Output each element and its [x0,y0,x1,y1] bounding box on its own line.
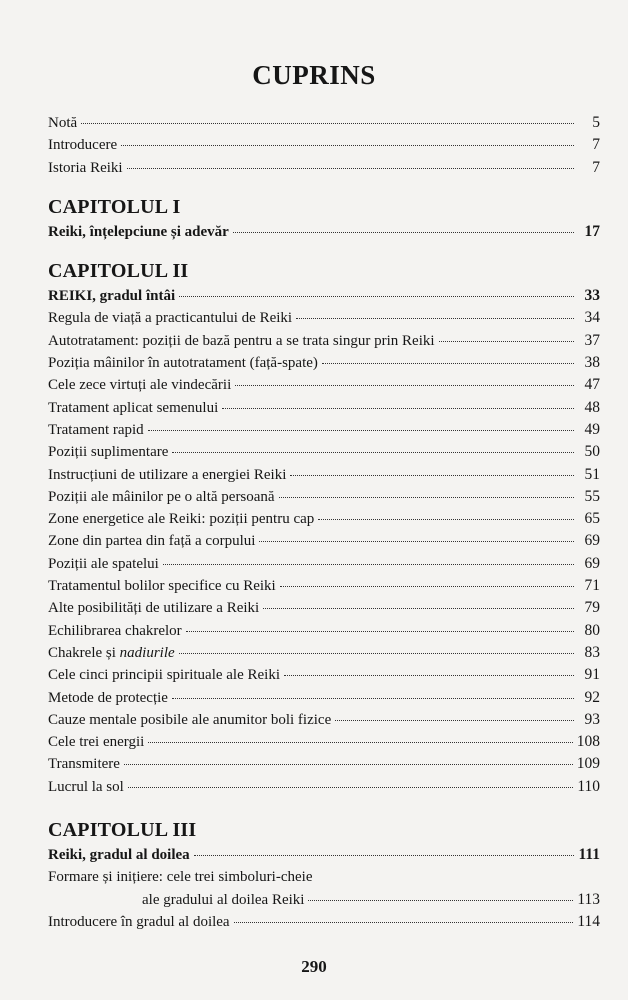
toc-entry-page: 37 [584,331,600,349]
toc-entry-page: 7 [592,158,600,176]
dot-leader [233,232,574,233]
toc-entry-title: Lucrul la sol [48,778,124,795]
dot-leader [172,452,574,453]
toc-entry-title: Poziții ale mâinilor pe o altă persoană [48,488,275,505]
dot-leader [439,341,574,342]
toc-entry [48,530,600,552]
toc-entry-title: Chakrele și nadiurile [48,644,175,661]
toc-entry-page: 92 [584,688,600,706]
dot-leader [322,363,574,364]
toc-entry [48,575,600,597]
toc-entry-page: 7 [592,136,600,154]
toc-entry-title: Transmitere [48,756,120,773]
toc-entry [48,221,600,243]
toc-entry-title: Notă [48,115,78,131]
dot-leader [259,541,574,542]
toc-entry [48,441,600,463]
dot-leader [128,787,573,788]
toc-entry [48,112,600,134]
dot-leader [335,720,574,721]
toc-entry-title: Cauze mentale posibile ale anumitor boli fizice [48,711,332,728]
toc-entry-title: Regula de viață a practicantului de Reiki [48,310,293,327]
chapter-heading-1: CAPITOLUL I [48,195,181,218]
toc-entry [48,134,600,156]
toc-entry-title: Poziții suplimentare [48,444,169,461]
toc-entry-title: Echilibrarea chakrelor [48,622,182,639]
page-number: 290 [301,957,327,976]
dot-leader [186,631,574,632]
toc-entry-page: 71 [584,577,600,595]
toc-entry [48,330,600,352]
toc-entry-page: 80 [584,621,600,639]
dot-leader [222,408,574,409]
toc-entry [48,397,600,419]
toc-entry [48,731,600,753]
toc-entry [48,352,600,374]
toc-entry-page: 69 [584,554,600,572]
toc-entry-title: Introducere în gradul al doilea [48,913,230,930]
dot-leader [263,608,574,609]
toc-entry-title: Zone energetice ale Reiki: poziții pentru cap [48,511,315,528]
toc-entry-page: 17 [584,222,600,240]
dot-leader [308,900,573,901]
dot-leader [318,519,574,520]
toc-entry-page: 109 [576,755,600,773]
toc-entry-page: 113 [577,890,600,908]
toc-entry-title: Istoria Reiki [48,159,123,176]
toc-entry-title: Cele trei energii [48,734,145,751]
toc-entry-page: 38 [584,354,600,372]
dot-leader [121,145,574,146]
toc-entry [48,776,600,798]
toc-entry-title: Cele zece virtuți ale vindecării [48,377,232,394]
toc-entry-page: 83 [584,643,600,661]
chapter-1-entries [48,221,600,243]
toc-entry-title: Poziția mâinilor în autotratament (față-spate) [48,355,318,372]
dot-leader [172,698,574,699]
toc-entry [48,157,600,179]
toc-entry-page: 33 [584,287,600,305]
toc-entry-title: Zone din partea din față a corpului [48,533,256,550]
dot-leader [280,586,574,587]
toc-entry-page: 65 [584,510,600,528]
toc-entry-title: Reiki, înțelepciune și adevăr [48,223,229,240]
chapter-heading-3: CAPITOLUL III [48,819,197,842]
page-title: CUPRINS [252,60,376,90]
toc-entry [48,307,600,329]
dot-leader [234,922,574,923]
toc-entry-page: 114 [577,912,600,930]
chapter-heading-2: CAPITOLUL II [48,260,189,283]
dot-leader [194,855,574,856]
table-of-contents [48,112,600,933]
chapter-3-entries [48,844,600,933]
intro-section [48,112,600,179]
toc-entry-page: 55 [584,487,600,505]
toc-entry-title: Autotratament: poziții de bază pentru a se trata singur prin Reiki [48,332,435,349]
toc-entry [48,620,600,642]
toc-entry [48,866,600,888]
toc-entry [48,753,600,775]
toc-entry-title: Formare și inițiere: cele trei simboluri-cheie [48,869,313,886]
toc-entry-title: Introducere [48,137,118,154]
toc-entry [48,709,600,731]
toc-entry [48,664,600,686]
toc-entry-page: 110 [577,777,600,795]
toc-entry-page: 34 [584,309,600,327]
chapter-2-entries [48,285,600,798]
toc-entry-title: Tratamentul bolilor specifice cu Reiki [48,578,276,595]
toc-entry-title: REIKI, gradul întâi [48,288,176,305]
toc-entry-page: 49 [584,420,600,438]
dot-leader [179,296,574,297]
dot-leader [81,123,574,124]
toc-entry-page: 79 [584,599,600,617]
toc-entry-page: 50 [584,443,600,461]
toc-entry-page: 111 [578,846,600,864]
dot-leader [296,318,574,319]
toc-entry-title: ale gradului al doilea Reiki [142,891,305,908]
toc-entry-title: Metode de protecție [48,689,168,706]
dot-leader [179,653,574,654]
toc-entry-page: 93 [584,710,600,728]
toc-entry-title: Alte posibilități de utilizare a Reiki [48,600,260,617]
toc-entry [48,285,600,307]
toc-entry-page: 47 [584,376,600,394]
dot-leader [284,675,574,676]
toc-entry-page: 48 [584,398,600,416]
toc-entry [48,508,600,530]
toc-entry [48,486,600,508]
toc-entry-title: Tratament rapid [48,421,144,438]
toc-entry-title: Tratament aplicat semenului [48,399,219,416]
toc-entry [48,889,600,911]
dot-leader [124,764,573,765]
toc-entry-page: 91 [584,666,600,684]
dot-leader [290,475,574,476]
dot-leader [127,168,574,169]
dot-leader [148,430,574,431]
dot-leader [148,742,572,743]
toc-entry-title: Cele cinci principii spirituale ale Reiki [48,667,281,684]
toc-entry [48,464,600,486]
dot-leader [279,497,574,498]
dot-leader [163,564,574,565]
toc-entry-page: 51 [584,465,600,483]
toc-entry [48,911,600,933]
toc-entry-title: Reiki, gradul al doilea [48,847,190,864]
toc-entry-page: 108 [576,733,600,751]
toc-entry [48,844,600,866]
toc-entry [48,374,600,396]
toc-entry [48,642,600,664]
toc-entry [48,553,600,575]
toc-entry [48,419,600,441]
toc-entry-page: 69 [584,532,600,550]
toc-entry-title: Poziții ale spatelui [48,555,159,572]
toc-entry [48,597,600,619]
toc-entry-page: 5 [592,114,600,131]
dot-leader [235,385,574,386]
toc-entry [48,687,600,709]
toc-entry-title: Instrucțiuni de utilizare a energiei Reiki [48,466,287,483]
